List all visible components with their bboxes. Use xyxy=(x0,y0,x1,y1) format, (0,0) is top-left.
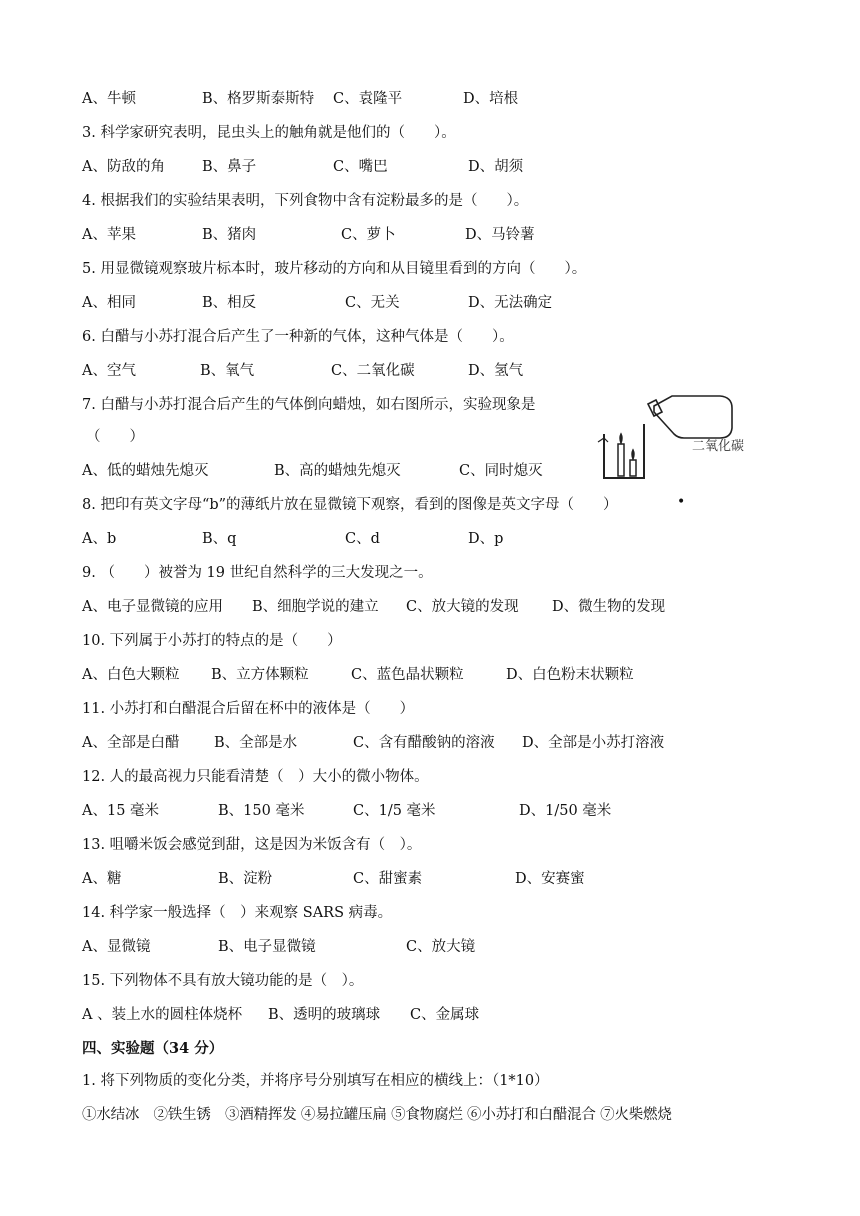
option-b: B、猪肉 xyxy=(202,227,257,243)
question-7: 7. 白醋与小苏打混合后产生的气体倒向蜡烛，如右图所示，实验现象是 xyxy=(82,397,536,413)
option-a: A、防敌的角 xyxy=(82,159,165,175)
experiment-question-1: 1. 将下列物质的变化分类，并将序号分别填写在相应的横线上：（1*10） xyxy=(82,1073,549,1089)
option-d: D、无法确定 xyxy=(468,295,553,311)
option-b: B、格罗斯泰斯特 xyxy=(202,91,315,107)
option-d: D、全部是小苏打溶液 xyxy=(522,735,665,751)
option-c: C、无关 xyxy=(345,295,400,311)
option-c: C、蓝色晶状颗粒 xyxy=(351,667,464,683)
question-10: 10. 下列属于小苏打的特点的是（ ） xyxy=(82,633,342,649)
option-c: C、萝卜 xyxy=(341,227,396,243)
option-c: C、1/5 毫米 xyxy=(353,803,436,819)
question-12: 12. 人的最高视力只能看清楚（ ）大小的微小物体。 xyxy=(82,769,429,785)
option-c: C、放大镜的发现 xyxy=(406,599,519,615)
option-b: B、q xyxy=(202,531,237,547)
option-c: C、二氧化碳 xyxy=(331,363,415,379)
question-15: 15. 下列物体不具有放大镜功能的是（ ）。 xyxy=(82,973,364,989)
option-c: C、放大镜 xyxy=(406,939,476,955)
question-7-blank: （ ） xyxy=(86,429,144,445)
option-d: D、白色粉末状颗粒 xyxy=(506,667,634,683)
question-14: 14. 科学家一般选择（ ）来观察 SARS 病毒。 xyxy=(82,905,393,921)
option-c: C、金属球 xyxy=(410,1007,480,1023)
question-5: 5. 用显微镜观察玻片标本时，玻片移动的方向和从目镜里看到的方向（ ）。 xyxy=(82,261,587,277)
option-c: C、含有醋酸钠的溶液 xyxy=(353,735,495,751)
option-d: D、氢气 xyxy=(468,363,524,379)
co2-label: 二氧化碳 xyxy=(692,439,745,454)
candle-icon xyxy=(618,434,636,476)
question-11: 11. 小苏打和白醋混合后留在杯中的液体是（ ） xyxy=(82,701,415,717)
option-b: B、相反 xyxy=(202,295,257,311)
option-b: B、全部是水 xyxy=(214,735,298,751)
option-a: A、白色大颗粒 xyxy=(82,667,180,683)
option-b: B、立方体颗粒 xyxy=(211,667,309,683)
bullet-dot: • xyxy=(677,494,686,510)
option-d: D、1/50 毫米 xyxy=(519,803,612,819)
option-a: A、牛顿 xyxy=(82,91,136,107)
option-b: B、淀粉 xyxy=(218,871,273,887)
option-a: A 、装上水的圆柱体烧杯 xyxy=(82,1007,243,1023)
option-c: C、甜蜜素 xyxy=(353,871,423,887)
option-d: D、p xyxy=(468,531,504,547)
option-b: B、电子显微镜 xyxy=(218,939,316,955)
option-b: B、鼻子 xyxy=(202,159,257,175)
option-b: B、高的蜡烛先熄灭 xyxy=(274,463,401,479)
question-9: 9. （ ）被誉为 19 世纪自然科学的三大发现之一。 xyxy=(82,565,433,581)
section-heading-experiments: 四、实验题（34 分） xyxy=(82,1040,224,1057)
option-a: A、相同 xyxy=(82,295,136,311)
option-a: A、低的蜡烛先熄灭 xyxy=(82,463,209,479)
option-d: D、胡须 xyxy=(468,159,524,175)
option-a: A、糖 xyxy=(82,871,122,887)
option-a: A、空气 xyxy=(82,363,136,379)
question-8: 8. 把印有英文字母“b”的薄纸片放在显微镜下观察，看到的图像是英文字母（ ） xyxy=(82,497,618,513)
option-d: D、微生物的发现 xyxy=(552,599,666,615)
option-d: D、培根 xyxy=(463,91,519,107)
option-a: A、苹果 xyxy=(82,227,136,243)
option-d: D、马铃薯 xyxy=(465,227,535,243)
candle-experiment-figure xyxy=(592,394,754,486)
option-b: B、150 毫米 xyxy=(218,803,305,819)
option-b: B、透明的玻璃球 xyxy=(268,1007,381,1023)
option-a: A、b xyxy=(82,531,117,547)
option-c: C、嘴巴 xyxy=(333,159,388,175)
question-13: 13. 咀嚼米饭会感觉到甜，这是因为米饭含有（ ）。 xyxy=(82,837,422,853)
experiment-items: ①水结冰 ②铁生锈 ③酒精挥发 ④易拉罐压扁 ⑤食物腐烂 ⑥小苏打和白醋混合 ⑦火柴燃烧 xyxy=(82,1107,672,1123)
option-a: A、15 毫米 xyxy=(82,803,160,819)
question-6: 6. 白醋与小苏打混合后产生了一种新的气体，这种气体是（ ）。 xyxy=(82,329,514,345)
option-d: D、安赛蜜 xyxy=(515,871,585,887)
jar-icon xyxy=(648,396,732,438)
option-b: B、氧气 xyxy=(200,363,255,379)
question-3: 3. 科学家研究表明，昆虫头上的触角就是他们的（ ）。 xyxy=(82,125,456,141)
option-a: A、全部是白醋 xyxy=(82,735,180,751)
option-c: C、同时熄灭 xyxy=(459,463,543,479)
option-a: A、显微镜 xyxy=(82,939,151,955)
question-4: 4. 根据我们的实验结果表明，下列食物中含有淀粉最多的是（ ）。 xyxy=(82,193,529,209)
option-a: A、电子显微镜的应用 xyxy=(82,599,223,615)
option-c: C、d xyxy=(345,531,380,547)
option-b: B、细胞学说的建立 xyxy=(252,599,379,615)
option-c: C、袁隆平 xyxy=(333,91,403,107)
